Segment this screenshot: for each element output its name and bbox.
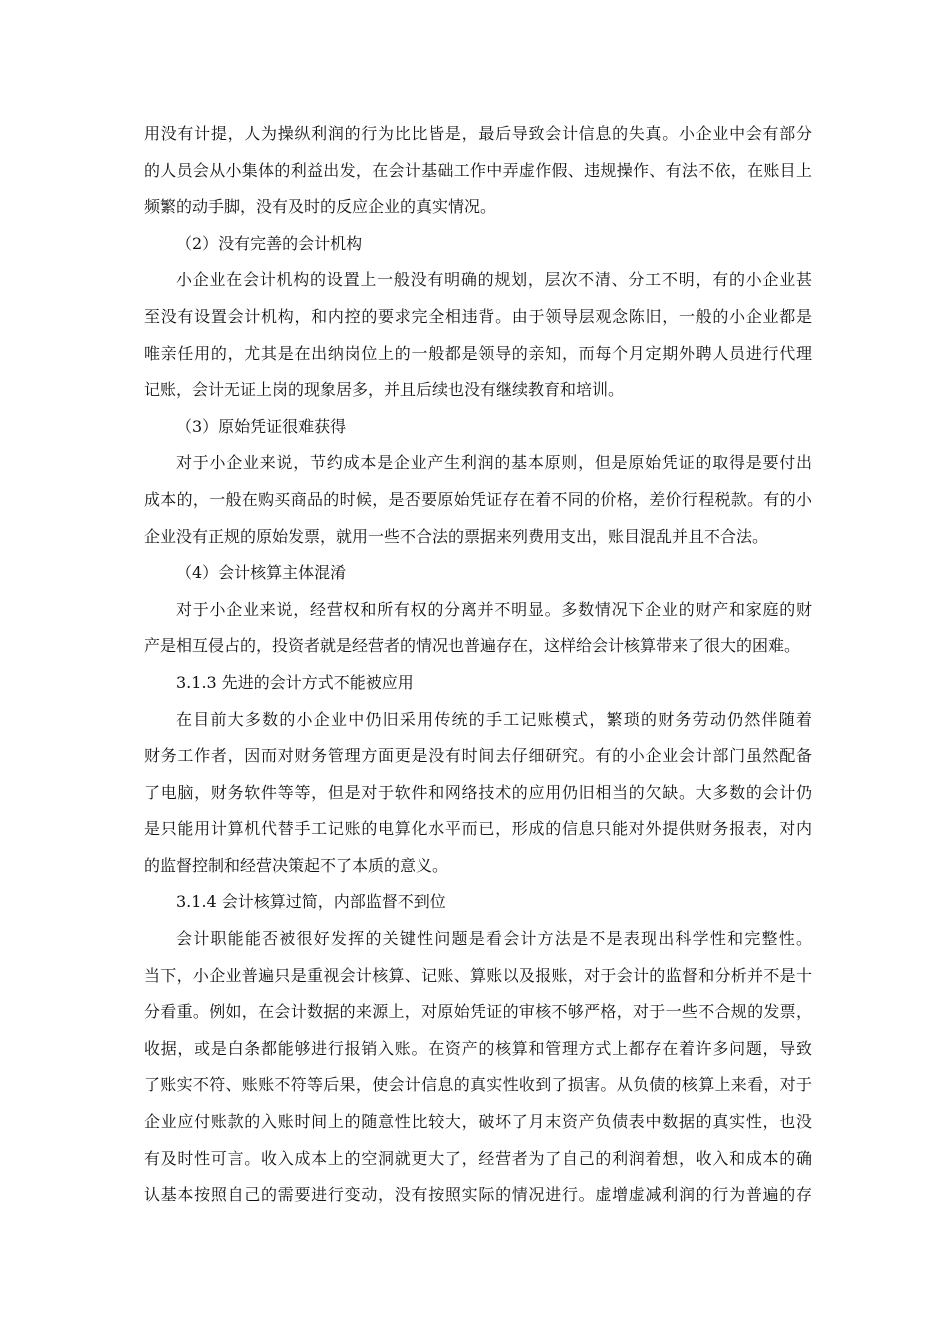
text-line: 记账，会计无证上岗的现象居多，并且后续也没有继续教育和培训。 xyxy=(144,380,625,400)
text-line: 收据，或是白条都能够进行报销入账。在资产的核算和管理方式上都存在着许多问题，导致 xyxy=(144,1038,812,1058)
document-page xyxy=(144,116,812,1214)
text-line: 成本的，一般在购买商品的时候，是否要原始凭证存在着不同的价格，差价行程税款。有的小 xyxy=(144,489,812,509)
paragraph xyxy=(144,262,812,408)
text-line: 是只能用计算机代替手工记账的电算化水平而已，形成的信息只能对外提供财务报表，对内 xyxy=(144,819,812,839)
text-line: 的人员会从小集体的利益出发，在会计基础工作中弄虚作假、违规操作、有法不依，在账目上 xyxy=(144,160,812,180)
section-heading: （3）原始凭证很难获得 xyxy=(176,416,347,436)
text-line: 对于小企业来说，经营权和所有权的分离并不明显。多数情况下企业的财产和家庭的财 xyxy=(176,599,812,619)
paragraph xyxy=(144,702,812,885)
text-line: 的监督控制和经营决策起不了本质的意义。 xyxy=(144,855,449,875)
text-line: 分看重。例如，在会计数据的来源上，对原始凭证的审核不够严格，对于一些不合规的发票， xyxy=(144,1002,812,1022)
text-line: 产是相互侵占的，投资者就是经营者的情况也普遍存在，这样给会计核算带来了很大的困难。 xyxy=(144,636,801,656)
text-line: 财务工作者，因而对财务管理方面更是没有时间去仔细研究。有的小企业会计部门虽然配备 xyxy=(144,746,812,766)
paragraph xyxy=(144,592,812,665)
paragraph xyxy=(144,445,812,555)
section-heading: 3.1.4 会计核算过简，内部监督不到位 xyxy=(176,892,446,912)
text-line: 用没有计提，人为操纵利润的行为比比皆是，最后导致会计信息的失真。小企业中会有部分 xyxy=(144,124,812,143)
text-line: 认基本按照自己的需要进行变动，没有按照实际的情况进行。虚增虚减利润的行为普遍的存 xyxy=(144,1185,812,1205)
text-line: 了电脑，财务软件等等，但是对于软件和网络技术的应用仍旧相当的欠缺。大多数的会计仍 xyxy=(144,782,812,802)
text-line: 对于小企业来说，节约成本是企业产生利润的基本原则，但是原始凭证的取得是要付出 xyxy=(176,453,812,473)
text-line: 了账实不符、账账不符等后果，使会计信息的真实性收到了损害。从负债的核算上来看，对于 xyxy=(144,1075,812,1095)
paragraph xyxy=(144,116,812,226)
text-line: 企业没有正规的原始发票，就用一些不合法的票据来列费用支出，账目混乱并且不合法。 xyxy=(144,526,769,546)
section-heading: 3.1.3 先进的会计方式不能被应用 xyxy=(176,672,414,692)
section-heading: （2）没有完善的会计机构 xyxy=(176,233,363,253)
text-line: 小企业在会计机构的设置上一般没有明确的规划，层次不清、分工不明，有的小企业甚 xyxy=(176,270,812,290)
text-line: 有及时性可言。收入成本上的空洞就更大了，经营者为了自己的利润着想，收入和成本的确 xyxy=(144,1148,812,1168)
text-line: 唯亲任用的，尤其是在出纳岗位上的一般都是领导的亲知，而每个月定期外聘人员进行代理 xyxy=(144,343,812,363)
text-line: 至没有设置会计机构，和内控的要求完全相违背。由于领导层观念陈旧，一般的小企业都是 xyxy=(144,306,812,326)
text-line: 企业应付账款的入账时间上的随意性比较大，破坏了月末资产负债表中数据的真实性，也没 xyxy=(144,1112,812,1132)
text-line: 会计职能能否被很好发挥的关键性问题是看会计方法是不是表现出科学性和完整性。 xyxy=(176,929,812,949)
text-line: 当下，小企业普遍只是重视会计核算、记账、算账以及报账，对于会计的监督和分析并不是十 xyxy=(144,965,812,985)
text-line: 在目前大多数的小企业中仍旧采用传统的手工记账模式，繁琐的财务劳动仍然伴随着 xyxy=(176,709,812,729)
text-line: 频繁的动手脚，没有及时的反应企业的真实情况。 xyxy=(144,197,497,217)
paragraph xyxy=(144,921,812,1214)
section-heading: （4）会计核算主体混淆 xyxy=(176,563,347,583)
